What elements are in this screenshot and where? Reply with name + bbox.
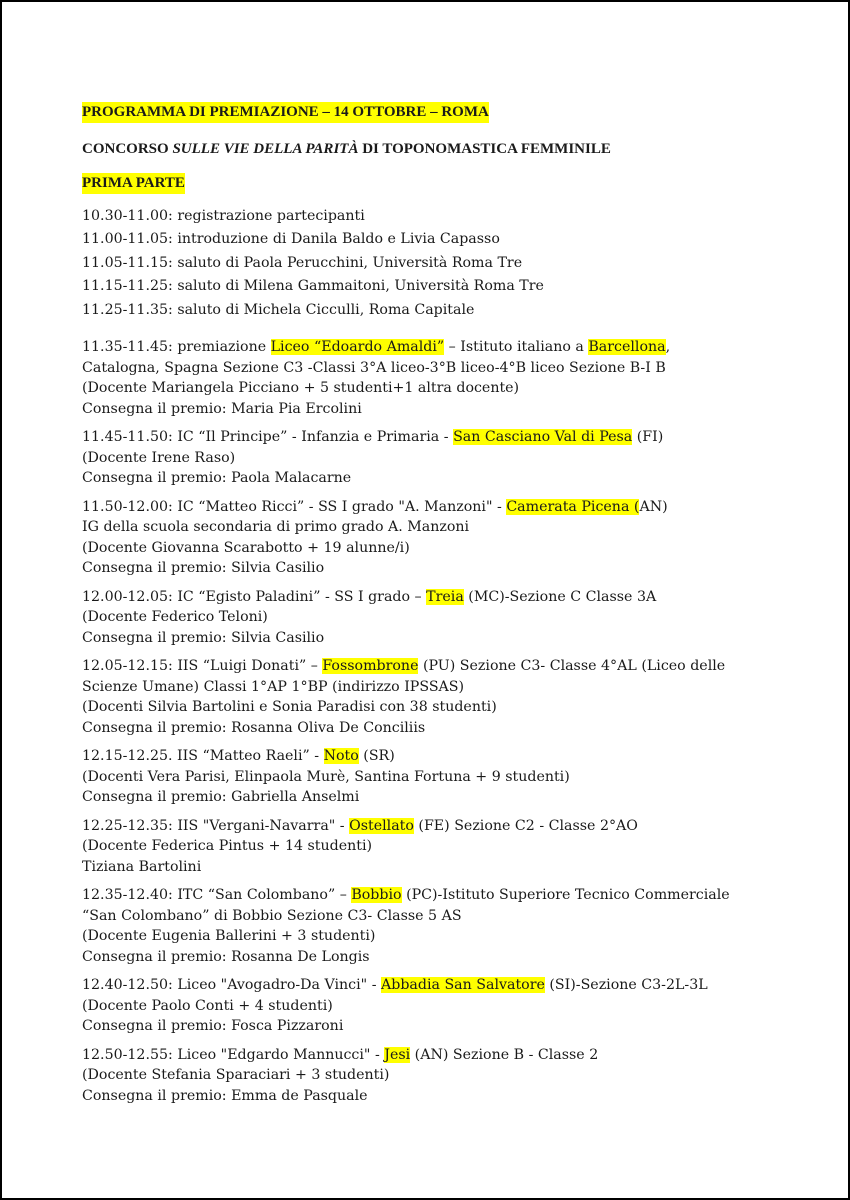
award-entry <box>82 975 782 1037</box>
entry-heading: 11.35-11.45: premiazione Liceo “Edoardo Amaldi” – Istituto italiano a Barcellona, <box>82 339 671 355</box>
schedule-line: 11.00-11.05: introduzione di Danila Baldo e Livia Capasso <box>82 231 500 247</box>
entry-detail: IG della scuola secondaria di primo grado A. Manzoni <box>82 519 470 535</box>
location-highlight: Ostellato <box>349 817 414 834</box>
award-entry <box>82 427 782 489</box>
entry-teachers: (Docente Paolo Conti + 4 studenti) <box>82 997 333 1014</box>
entry-detail: “San Colombano” di Bobbio Sezione C3- Classe 5 AS <box>82 907 462 924</box>
entry-detail: Scienze Umane) Classi 1°AP 1°BP (indirizzo IPSSAS) <box>82 678 465 695</box>
location-highlight: Abbadia San Salvatore <box>381 977 545 993</box>
entry-heading: 12.50-12.55: Liceo "Edgardo Mannucci" - Jesi (AN) Sezione B - Classe 2 <box>82 1046 599 1063</box>
entry-teachers: (Docenti Silvia Bartolini e Sonia Paradisi con 38 studenti) <box>82 699 497 715</box>
entry-presenter: Consegna il premio: Fosca Pizzaroni <box>82 1018 344 1034</box>
entry-teachers: (Docente Mariangela Picciano + 5 studenti+1 altra docente) <box>82 380 520 396</box>
entry-heading: 12.25-12.35: IIS "Vergani-Navarra" - Ostellato (FE) Sezione C2 - Classe 2°AO <box>82 817 638 834</box>
schedule-line: 10.30-11.00: registrazione partecipanti <box>82 207 365 224</box>
entry-teachers: (Docente Federico Teloni) <box>82 609 268 625</box>
location-highlight: Jesi <box>384 1046 411 1063</box>
location-highlight: Bobbio <box>351 887 402 903</box>
school-highlight: Liceo “Edoardo Amaldi” <box>270 339 445 355</box>
location-highlight: Treia <box>426 588 464 605</box>
award-entry <box>82 656 782 738</box>
location-highlight: Fossombrone <box>322 658 419 674</box>
entry-presenter: Consegna il premio: Rosanna De Longis <box>82 948 370 965</box>
location-highlight: Camerata Picena ( <box>506 498 640 515</box>
schedule-line: 11.25-11.35: saluto di Michela Cicculli, Roma Capitale <box>82 301 475 318</box>
award-entry <box>82 885 782 967</box>
entry-presenter: Consegna il premio: Silvia Casilio <box>82 629 325 646</box>
entry-heading: 11.50-12.00: IC “Matteo Ricci” - SS I grado "A. Manzoni" - Camerata Picena (AN) <box>82 498 668 515</box>
award-entry <box>82 337 782 419</box>
entry-teachers: (Docente Giovanna Scarabotto + 19 alunne/i) <box>82 539 410 556</box>
award-entry <box>82 1045 782 1107</box>
entry-presenter: Consegna il premio: Paola Malacarne <box>82 470 352 486</box>
document-content <box>82 102 782 1114</box>
award-entry <box>82 746 782 808</box>
award-entry <box>82 497 782 579</box>
entry-presenter: Consegna il premio: Silvia Casilio <box>82 560 325 576</box>
entry-heading: 12.15-12.25. IIS “Matteo Raeli” - Noto (SR) <box>82 748 395 764</box>
location-highlight: Barcellona <box>588 339 666 355</box>
award-entry <box>82 816 782 878</box>
entry-teachers: (Docente Eugenia Ballerini + 3 studenti) <box>82 928 376 944</box>
location-highlight: Noto <box>323 748 359 764</box>
entry-presenter: Consegna il premio: Gabriella Anselmi <box>82 789 360 805</box>
schedule-line: 11.05-11.15: saluto di Paola Perucchini, Università Roma Tre <box>82 254 523 271</box>
contest-subtitle: CONCORSO SULLE VIE DELLA PARITÀ DI TOPONOMASTICA FEMMINILE <box>82 140 611 157</box>
schedule-line: 11.15-11.25: saluto di Milena Gammaitoni, Università Roma Tre <box>82 278 544 294</box>
entry-presenter: Tiziana Bartolini <box>82 858 202 875</box>
opening-schedule <box>82 206 782 321</box>
entry-presenter: Consegna il premio: Emma de Pasquale <box>82 1087 368 1104</box>
entry-presenter: Consegna il premio: Rosanna Oliva De Conciliis <box>82 719 426 736</box>
entry-teachers: (Docente Stefania Sparaciari + 3 studenti) <box>82 1067 390 1083</box>
entry-presenter: Consegna il premio: Maria Pia Ercolini <box>82 400 362 417</box>
entry-teachers: (Docente Federica Pintus + 14 studenti) <box>82 838 373 854</box>
location-highlight: San Casciano Val di Pesa <box>453 429 633 445</box>
entry-teachers: (Docente Irene Raso) <box>82 449 236 466</box>
entry-detail: Catalogna, Spagna Sezione C3 -Classi 3°A liceo-3°B liceo-4°B liceo Sezione B-I B <box>82 359 666 376</box>
award-entry <box>82 587 782 649</box>
entry-teachers: (Docenti Vera Parisi, Elinpaola Murè, Santina Fortuna + 9 studenti) <box>82 768 570 785</box>
entry-heading: 12.05-12.15: IIS “Luigi Donati” – Fossombrone (PU) Sezione C3- Classe 4°AL (Liceo delle <box>82 658 726 674</box>
document-title: PROGRAMMA DI PREMIAZIONE – 14 OTTOBRE – ROMA <box>82 102 489 123</box>
section-heading: PRIMA PARTE <box>82 173 185 194</box>
contest-name: SULLE VIE DELLA PARITÀ <box>172 140 359 157</box>
entry-heading: 12.40-12.50: Liceo "Avogadro-Da Vinci" - Abbadia San Salvatore (SI)-Sezione C3-2L-3L <box>82 977 708 993</box>
entry-heading: 12.00-12.05: IC “Egisto Paladini” - SS I grado – Treia (MC)-Sezione C Classe 3A <box>82 588 657 605</box>
entry-heading: 12.35-12.40: ITC “San Colombano” – Bobbio (PC)-Istituto Superiore Tecnico Commerciale <box>82 887 730 903</box>
entry-heading: 11.45-11.50: IC “Il Principe” - Infanzia e Primaria - San Casciano Val di Pesa (FI) <box>82 429 664 445</box>
